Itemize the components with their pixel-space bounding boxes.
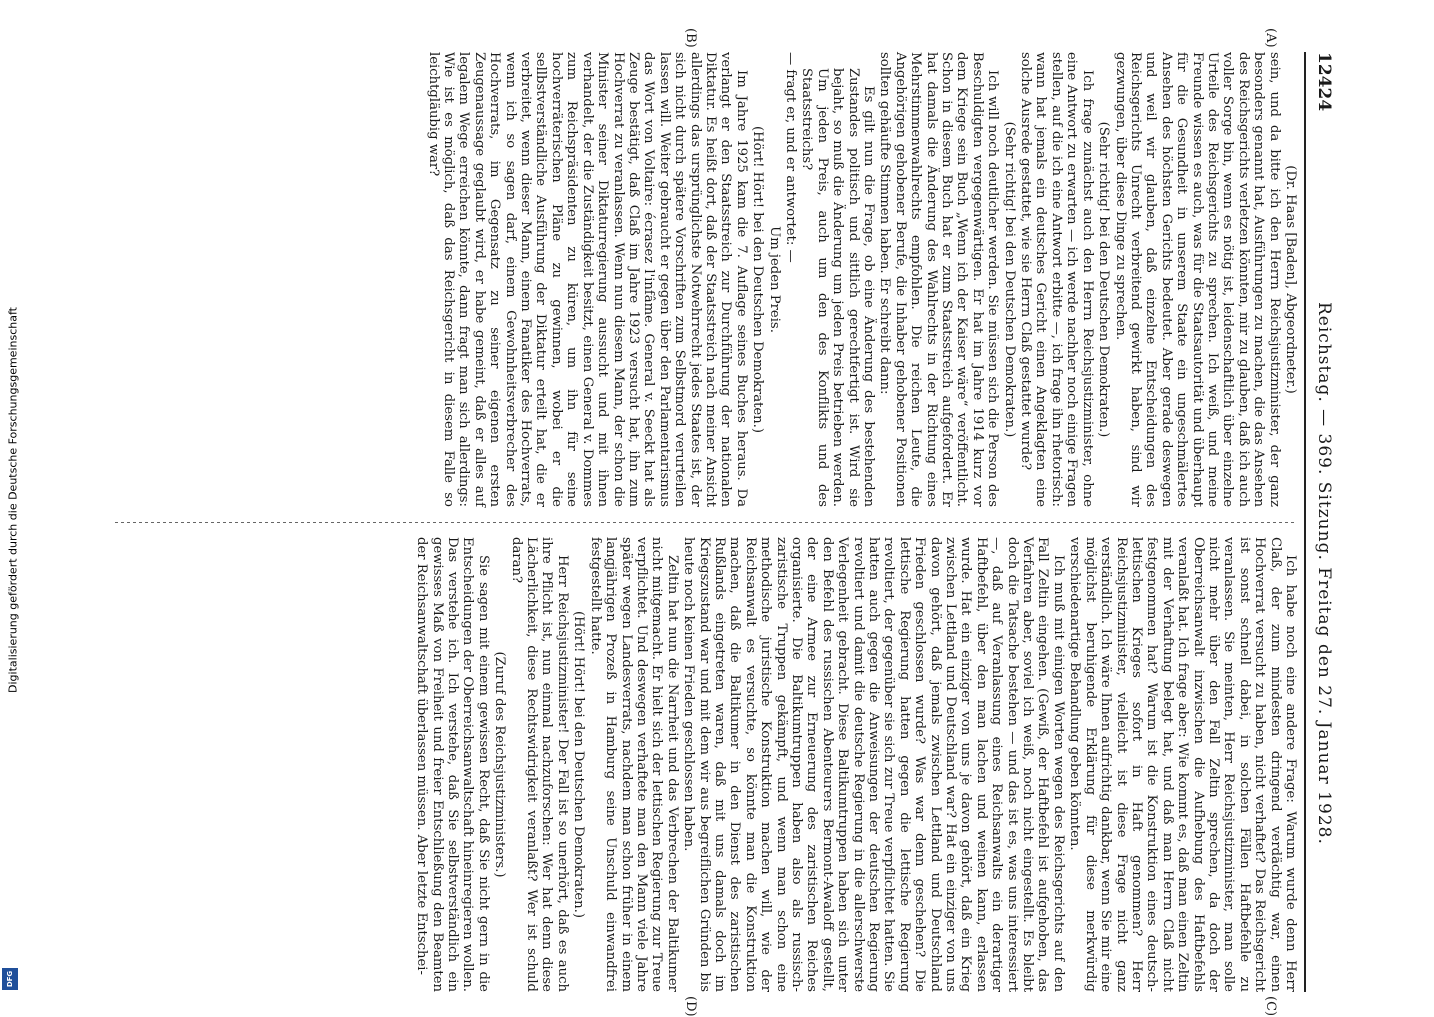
column-divider: [114, 522, 1294, 523]
margin-mark-b: (B): [683, 28, 698, 48]
digitization-credit: [0, 0, 22, 1000]
margin-mark-a: (A): [1263, 28, 1278, 48]
margin-mark-c: (C): [1263, 996, 1278, 1017]
paragraph: Ich habe noch eine andere Frage: Warum wurde denn Herr Claß, der zum mindesten dringend verdächtig war, einen Hochverrat versucht zu haben, nicht verhaftet? Das Reichsgericht ist sonst schnell dabei, in solchen Fällen Haftbefehle zu veranlassen. Sie meinten, Herr Reichsjustizminister, man solle nicht mehr über den Fall Zeltin sprechen, da doch der Oberreichsanwalt inzwischen die Aufhebung des Haftbefehls veranlaßt hat. Ich frage aber: Wie kommt es, daß man einen Zeltin mit der Verhaftung belegt hat, und daß man Herrn Claß nicht festgenommen hat? Warum ist die Konstruktion eines deutsch-lettischen Krieges sofort in Haft genommen? Herr Reichsjustizminister, vielleicht ist diese Frage nicht ganz verständlich. Ich wäre Ihnen aufrichtig dankbar, wenn Sie mir eine möglichst beruhigende Erklärung für diese merkwürdig verschiedenartige Behandlung geben könnten.: [1067, 537, 1298, 992]
paragraph: Im Jahre 1925 kam die 7. Auflage seines Buches heraus. Da verlangt er den Staatsstreich zur Durchführung der nationalen Diktatur. Es heißt dort, daß der Staatsstreich nach meiner Ansicht allerdings das ursprünglichste Notwehrrecht jedes Staates ist, der sich nicht durch spätere Vorschriften zum Selbstmord verurteilen lassen will. Weiter gebraucht er gegen über den Parlamentarismus das Wort von Voltaire: écrasez l'infâme. General v. Seeckt hat als Zeuge bestätigt, daß Claß im Jahre 1923 versucht hat, ihn zum Hochverrat zu veranlassen. Wenn nun diesem Mann, der schon die Minister seiner Diktaturregierung aussucht und mit ihnen verhandelt, der die Zuständigkeit besitzt, einen General v. Dommes zum Reichspräsidenten zu küren, um ihn für seine hochverräterischen Pläne zu gewinnen, wobei er die sellbstverständliche Ausführung der Diktatur erteilt hat, die er verbreitet, wenn dieser Mann, einem Fanatiker des Hochverrats, wenn ich so sagen darf, einem Gewohnheitsverbrecher des Hochverrats, im Gegensatz zu seiner eigenen ersten Zeugenaussage geglaubt wird, er habe gemeint, daß er alles auf legalem Wege erreichen könnte, dann fragt man sich allerdings: Wie ist es möglich, daß das Reichsgericht in diesem Falle so leichtgläubig war?: [425, 52, 749, 507]
quotation: Um jeden Preis.: [766, 226, 782, 333]
credit-text: Digitalisierung gefördert durch die Deutsche Forschungsgemeinschaft: [6, 307, 20, 693]
interjection: (Hört! Hört! bei den Deutschen Demokraten.): [571, 610, 587, 919]
paragraph: Herr Reichsjustizminister! Der Fall ist so unerhört, daß es auch ihre Pflicht ist, nun einmal nachzuforschen: Wer hat denn diese Lächerlichkeit, diese Rechtswidrigkeit veranlaßt? Wer ist schuld daran?: [508, 537, 570, 992]
text-column-left: [424, 52, 1298, 507]
interjection: (Sehr richtig! bei den Deutschen Demokraten.): [1001, 121, 1017, 438]
running-title: Reichstag. — 369. Sitzung. Freitag den 27. Januar 1928.: [1314, 302, 1334, 845]
interjection: (Zuruf des Reichsjustizministers.): [492, 651, 508, 878]
paragraph: Ich will noch deutlicher werden. Sie müssen sich die Person des Beschuldigten vergegenwärtigen. Er hat im Jahre 1914 kurz vor dem Kriege sein Buch „Wenn ich der Kaiser wäre“ veröffentlicht. Schon in diesem Buch hat er zum Staatsstreich aufgefordert. Er hat damals die Änderung des Wahlrechts in der Richtung eines Mehrstimmenwahlrechts empfohlen. Die reichen Leute, die Angehörigen gehobener Berufe, die Inhaber gehobener Positionen sollten gehäufte Stimmen haben. Er schreibt dann:: [877, 52, 1001, 507]
paragraph: — fragt er, und er antwortet: —: [783, 52, 798, 263]
quotation: Es gilt nun die Frage, ob eine Änderung des bestehenden Zustandes politisch und sittlich gerechtfertigt ist. Wird sie bejaht, so muß die Änderung um jeden Preis betrieben werden. Um jeden Preis, auch um den des Konflikts und des Staatsstreichs?: [799, 68, 877, 507]
page-number: 12424: [1314, 52, 1334, 112]
header-rule: [1304, 52, 1306, 992]
paragraph: Ich muß mit einigen Worten wegen des Reichsgerichts auf den Fall Zeltin eingehen. (Gewiß, der Haftbefehl ist aufgehoben, das Verfahren aber, soviel ich weiß, noch nicht eingestellt. Es bleibt doch die Tatsache bestehen — und das ist es, was uns interessiert —, daß auf Veranlassung eines Reichsanwalts ein derartiger Haftbefehl, über den man lachen und weinen kann, erlassen wurde. Hat ein einziger von uns je davon gehört, daß ein Krieg zwischen Lettland und Deutschland war? Hat ein einziger von uns davon gehört, daß jemals zwischen Lettland und Deutschland Frieden geschlossen wurde? Was war denn geschehen? Die lettische Regierung hatten gegen die lettische Regierung revoltiert, der gegenüber sie sich zur Treue verpflichtet hatten. Sie hatten auch gegen die Anweisungen der deutschen Regierung revoltiert und damit die deutsche Regierung in die allerschwerste Verlegenheit gebracht. Diese Baltikumtruppen haben sich unter den Befehl des russischen Abenteurers Bermont-Awaloff gestellt, der eine Armee zur Erneuerung des zaristischen Reiches organisierte. Die Baltikumtruppen haben also als russisch-zaristische Truppen gekämpft, und wenn man schon eine methodische juristische Konstruktion machen will, wie der Reichsanwalt es versuchte, so könnte man die Konstruktion machen, daß die Baltikumer in den Dienst des zaristischen Rußlands eingetreten waren, daß mit uns damals doch im Kriegszustand war und mit dem wir aus begreiflichen Gründen bis heute noch keinen Frieden geschlossen haben.: [681, 537, 1066, 992]
paragraph: sein, und da bitte ich den Herrn Reichsjustizminister, der ganz besonders genannt hat, Ausführungen zu machen, die das Ansehen des Reichsgerichts verletzen könnten, mir zu glauben, daß ich auch voller Sorge bin, wenn es nötig ist, leidenschaftlich über einzelne Urteile des Reichsgerichts zu sprechen. Ich weiß, und meine Freunde wissen es auch, was für die Staatsautorität und überhaupt für die Gesundheit in unserem Staate ein ungeschmälertes Ansehen des höchsten Gerichts bedeutet. Aber gerade deswegen und weil wir glauben, daß einzelne Entscheidungen des Reichsgerichts Unrecht verbreitend gewirkt haben, sind wir gezwungen, über diese Dinge zu sprechen.: [1112, 52, 1282, 507]
paragraph: Ich frage zunächst auch den Herrn Reichsjustizminister, ohne eine Antwort zu erwarten — ich werde nachher noch einige Fragen stellen, auf die ich eine Antwort erbitte —, ich frage ihn rhetorisch: wann hat jemals ein deutsches Gericht einen Angeklagten eine solche Ausrede gestattet, wie sie Herrn Claß gestattet wurde?: [1018, 52, 1095, 507]
speaker-line: (Dr. Haas [Baden], Abgeordneter.): [1283, 165, 1298, 394]
dfg-logo: [2, 968, 18, 990]
paragraph: Zeltin hat nun die Narrheit und das Verbrechen der Baltikumer nicht mitgemacht. Er hielt sich der lettischen Regierung zur Treue verpflichtet. Und deswegen verhaftete man den Mann viele Jahre später wegen Landesverrats, nachdem man schon früher in einem langjährigen Prozeß in Hamburg seine Unschuld einwandfrei festgestellt hatte.: [587, 537, 680, 992]
dfg-logo-text: DFG: [6, 970, 14, 988]
page-header: [1304, 52, 1338, 992]
interjection: (Hört! Hört! bei den Deutschen Demokraten.): [750, 125, 766, 434]
margin-mark-d: (D): [683, 996, 698, 1017]
paragraph: Sie sagen mit einem gewissen Recht, daß Sie nicht gern in die Entscheidungen der Oberreichsanwaltschaft hineinregieren wollen. Das verstehe ich. Ich verstehe, daß Sie selbstverständlich ein gewisses Maß von Freiheit und freier Entschließung den Beamten der Reichsanwaltschaft überlassen müssen. Aber letzte Entschei-: [414, 537, 491, 992]
text-column-right: [413, 537, 1298, 992]
interjection: (Sehr richtig! bei den Deutschen Demokraten.): [1096, 121, 1112, 438]
newspaper-page-rotated: [108, 28, 1338, 1017]
